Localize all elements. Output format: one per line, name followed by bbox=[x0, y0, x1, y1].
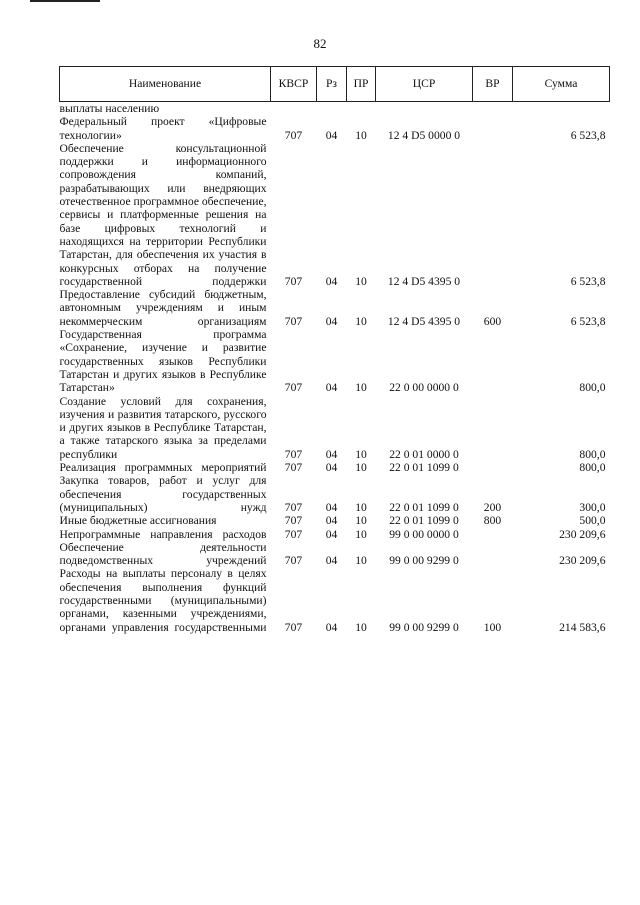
row-pr: 10 bbox=[355, 128, 367, 142]
row-csr: 99 0 00 0000 0 bbox=[389, 527, 459, 541]
row-sum: 6 523,8 bbox=[570, 128, 606, 142]
row-pr: 10 bbox=[355, 620, 367, 634]
row-sum: 214 583,6 bbox=[559, 620, 606, 634]
row-csr: 22 0 01 1099 0 bbox=[389, 514, 459, 528]
table-row bbox=[60, 288, 610, 328]
row-csr: 12 4 D5 4395 0 bbox=[387, 314, 461, 328]
table-row bbox=[60, 528, 610, 541]
row-kvsr: 707 bbox=[284, 500, 303, 514]
row-vr bbox=[473, 142, 513, 288]
row-rz: 04 bbox=[325, 620, 338, 634]
row-pr: 10 bbox=[355, 461, 367, 475]
row-csr: 22 0 00 0000 0 bbox=[389, 381, 459, 395]
row-kvsr: 707 bbox=[284, 274, 303, 288]
header-rz: Рз bbox=[317, 67, 347, 102]
row-kvsr: 707 bbox=[284, 554, 303, 568]
row-sum bbox=[513, 102, 610, 116]
row-vr bbox=[473, 461, 513, 474]
table-header-row bbox=[60, 67, 610, 102]
row-name: Закупка товаров, работ и услуг для обеспечения государственных (муниципальных) нужд bbox=[59, 474, 267, 514]
row-name: Расходы на выплаты персоналу в целях обеспечения выполнения функций государственными (муниципальными) органами, казенными учреждениями, органами управления государственными bbox=[59, 567, 267, 634]
row-csr: 22 0 01 1099 0 bbox=[389, 500, 459, 514]
row-sum: 800,0 bbox=[579, 447, 606, 461]
row-name: выплаты населению bbox=[59, 102, 160, 115]
row-name: Иные бюджетные ассигнования bbox=[59, 514, 217, 528]
row-kvsr: 707 bbox=[284, 461, 303, 475]
row-pr: 10 bbox=[355, 514, 367, 528]
row-rz: 04 bbox=[325, 500, 338, 514]
row-rz: 04 bbox=[325, 274, 338, 288]
row-csr: 99 0 00 9299 0 bbox=[389, 620, 459, 634]
row-name: Непрограммные направления расходов bbox=[59, 527, 267, 541]
row-csr: 12 4 D5 0000 0 bbox=[387, 128, 461, 142]
row-vr: 800 bbox=[483, 514, 502, 528]
row-name: Создание условий для сохранения, изучения и развития татарского, русского и других языков в Республике Татарстан, а также татарского языка за пределами республики bbox=[59, 394, 267, 461]
row-kvsr: 707 bbox=[284, 620, 303, 634]
row-rz bbox=[317, 102, 347, 116]
row-kvsr: 707 bbox=[284, 514, 303, 528]
row-sum: 6 523,8 bbox=[570, 314, 606, 328]
top-rule bbox=[30, 0, 100, 2]
row-pr: 10 bbox=[355, 381, 367, 395]
table-row bbox=[60, 142, 610, 288]
row-vr: 200 bbox=[483, 500, 502, 514]
row-rz: 04 bbox=[325, 381, 338, 395]
row-sum: 800,0 bbox=[579, 461, 606, 475]
row-pr: 10 bbox=[355, 500, 367, 514]
row-vr bbox=[473, 115, 513, 142]
table-row bbox=[60, 567, 610, 633]
row-vr bbox=[473, 541, 513, 568]
page-number: 82 bbox=[313, 36, 327, 51]
table-row bbox=[60, 102, 610, 116]
row-csr: 12 4 D5 4395 0 bbox=[387, 274, 461, 288]
table-row bbox=[60, 514, 610, 527]
row-kvsr: 707 bbox=[284, 128, 303, 142]
row-vr bbox=[473, 395, 513, 461]
table-row bbox=[60, 541, 610, 568]
row-rz: 04 bbox=[325, 514, 338, 528]
row-rz: 04 bbox=[325, 314, 338, 328]
row-kvsr: 707 bbox=[284, 527, 303, 541]
row-vr bbox=[473, 528, 513, 541]
row-csr: 22 0 01 0000 0 bbox=[389, 447, 459, 461]
row-kvsr: 707 bbox=[284, 381, 303, 395]
row-sum: 500,0 bbox=[579, 514, 606, 528]
row-rz: 04 bbox=[325, 554, 338, 568]
row-pr: 10 bbox=[355, 274, 367, 288]
header-pr: ПР bbox=[347, 67, 376, 102]
row-sum: 6 523,8 bbox=[570, 274, 606, 288]
row-csr: 99 0 00 9299 0 bbox=[389, 554, 459, 568]
row-vr bbox=[473, 328, 513, 394]
row-pr: 10 bbox=[355, 554, 367, 568]
row-rz: 04 bbox=[325, 128, 338, 142]
row-name: Федеральный проект «Цифровые технологии» bbox=[59, 115, 267, 142]
row-name: Обеспечение деятельности подведомственных учреждений bbox=[59, 540, 267, 568]
table-row bbox=[60, 328, 610, 394]
row-sum: 230 209,6 bbox=[559, 554, 606, 568]
header-sum: Сумма bbox=[513, 67, 610, 102]
row-name: Обеспечение консультационной поддержки и информационного сопровождения компаний, разрабатывающих или внедряющих отечественное программное обеспечение, сервисы и платформенные решения на базе цифровых технологий и находящихся на территории Республики Татарстан, для обеспечения их участия в конкурсных отборах на получение государственной поддержки bbox=[59, 141, 267, 288]
table-row bbox=[60, 395, 610, 461]
row-pr: 10 bbox=[355, 527, 367, 541]
row-kvsr bbox=[271, 102, 317, 116]
header-kvsr: КВСР bbox=[271, 67, 317, 102]
table-row bbox=[60, 461, 610, 474]
row-csr bbox=[376, 102, 473, 116]
table-row bbox=[60, 115, 610, 142]
row-pr: 10 bbox=[355, 447, 367, 461]
row-name: Государственная программа «Сохранение, изучение и развитие государственных языков Республики Татарстан и других языков в Республике Татарстан» bbox=[59, 328, 267, 395]
row-vr: 100 bbox=[483, 620, 502, 634]
row-rz: 04 bbox=[325, 527, 338, 541]
header-name: Наименование bbox=[60, 67, 271, 102]
table-row bbox=[60, 474, 610, 514]
row-sum: 800,0 bbox=[579, 381, 606, 395]
row-kvsr: 707 bbox=[284, 314, 303, 328]
row-name: Реализация программных мероприятий bbox=[59, 461, 267, 475]
row-rz: 04 bbox=[325, 461, 338, 475]
row-sum: 300,0 bbox=[579, 500, 606, 514]
row-kvsr: 707 bbox=[284, 447, 303, 461]
row-csr: 22 0 01 1099 0 bbox=[389, 461, 459, 475]
header-vr: ВР bbox=[473, 67, 513, 102]
row-pr bbox=[347, 102, 376, 116]
header-csr: ЦСР bbox=[376, 67, 473, 102]
row-vr bbox=[473, 102, 513, 116]
row-vr: 600 bbox=[483, 314, 502, 328]
budget-table bbox=[59, 66, 610, 634]
row-sum: 230 209,6 bbox=[559, 527, 606, 541]
row-name: Предоставление субсидий бюджетным, автономным учреждениям и иным некоммерческим организациям bbox=[59, 288, 267, 328]
row-rz: 04 bbox=[325, 447, 338, 461]
row-pr: 10 bbox=[355, 314, 367, 328]
